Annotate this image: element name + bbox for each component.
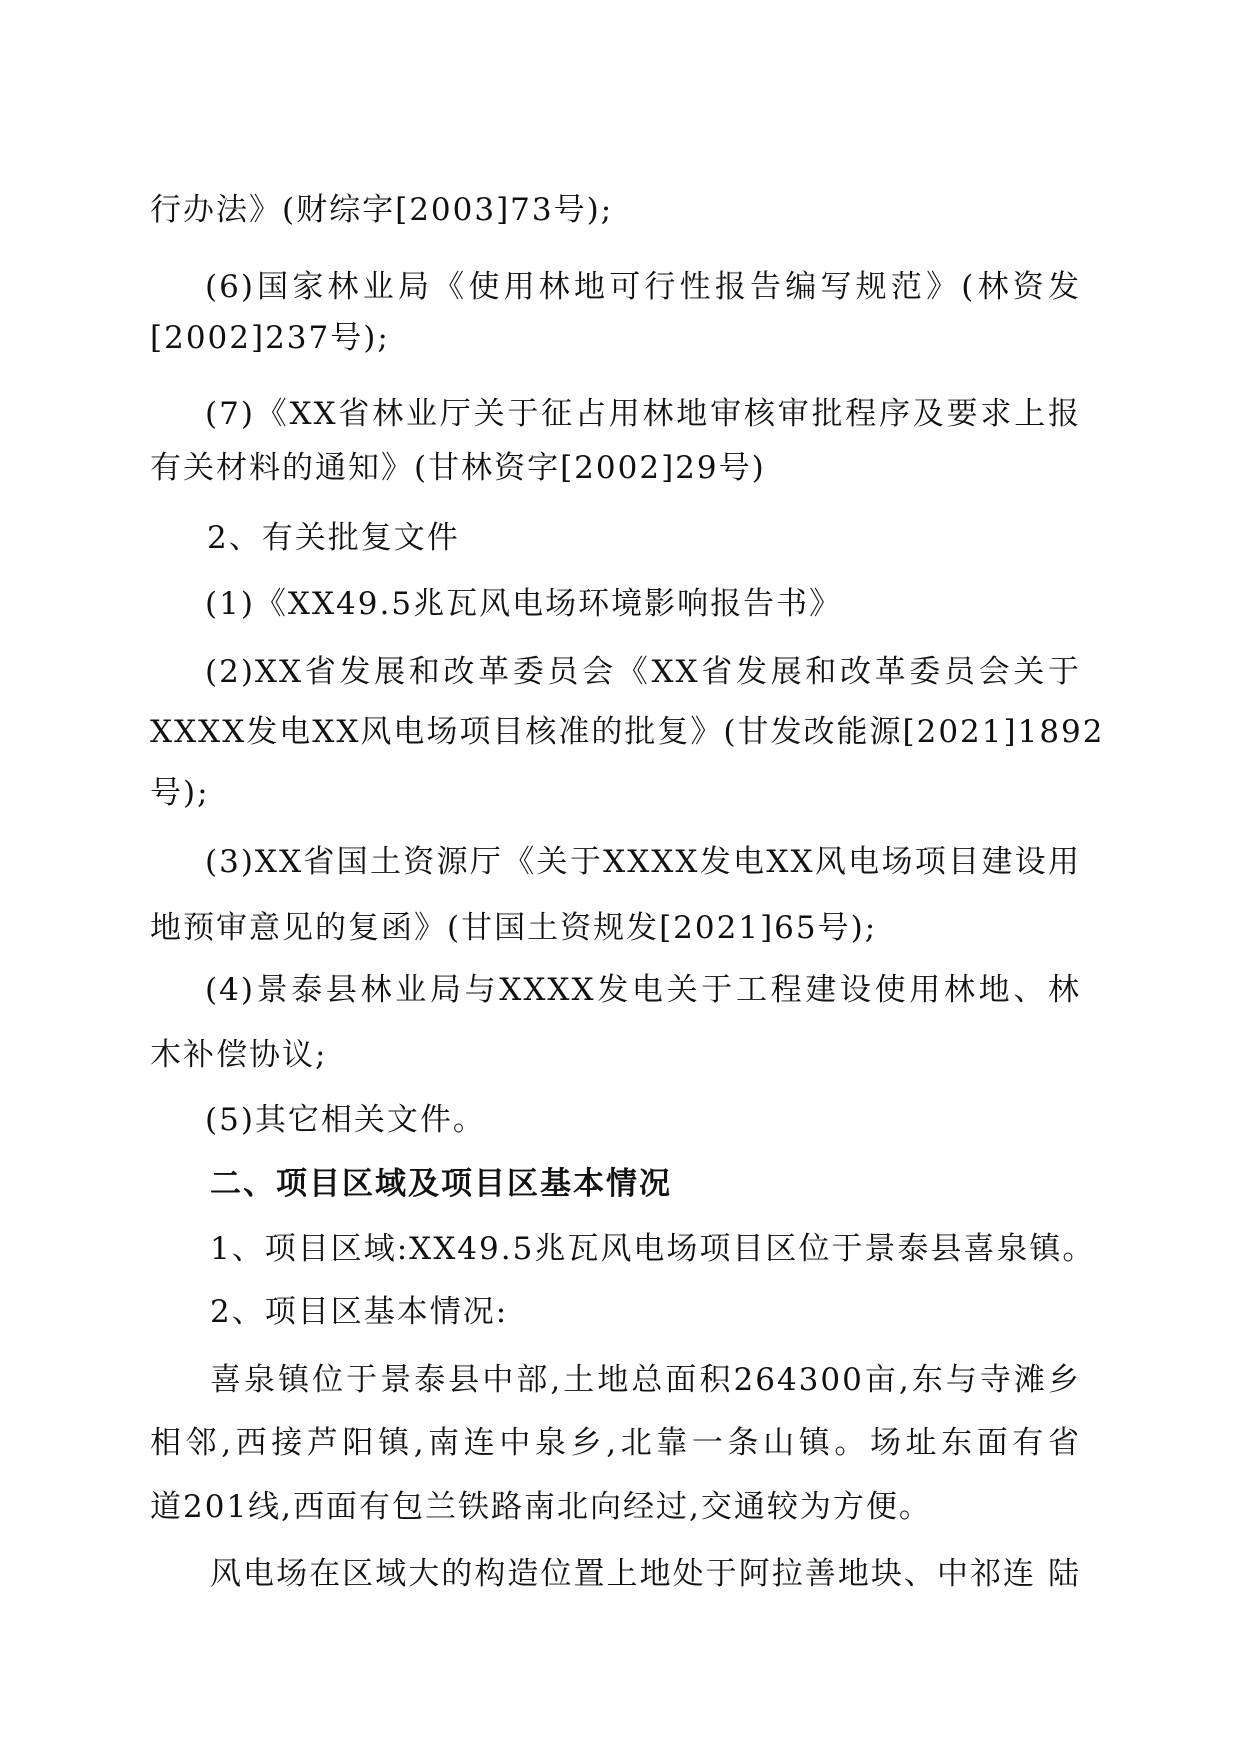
text-line: (7)《XX省林业厅关于征占用林地审核审批程序及要求上报: [205, 396, 1081, 432]
text-line: 号);: [150, 775, 210, 811]
text-line: (2)XX省发展和改革委员会《XX省发展和改革委员会关于: [205, 654, 1081, 690]
text-line: [2002]237号);: [150, 320, 390, 356]
section-subheading: 2、有关批复文件: [207, 520, 460, 556]
text-line: 风电场在区域大的构造位置上地处于阿拉善地块、中祁连 陆: [210, 1556, 1081, 1592]
text-line: 1、项目区域:XX49.5兆瓦风电场项目区位于景泰县喜泉镇。: [210, 1231, 1096, 1267]
text-line: (4)景泰县林业局与XXXX发电关于工程建设使用林地、林: [205, 972, 1081, 1008]
text-line: 地预审意见的复函》(甘国土资规发[2021]65号);: [150, 910, 878, 946]
text-line: (1)《XX49.5兆瓦风电场环境影响报告书》: [205, 586, 843, 622]
text-line: (6)国家林业局《使用林地可行性报告编写规范》(林资发: [205, 269, 1081, 305]
text-line: 喜泉镇位于景泰县中部,土地总面积264300亩,东与寺滩乡: [210, 1362, 1081, 1398]
text-line: 相邻,西接芦阳镇,南连中泉乡,北靠一条山镇。场址东面有省: [150, 1425, 1081, 1461]
text-line: 木补偿协议;: [150, 1037, 328, 1073]
text-line: 有关材料的通知》(甘林资字[2002]29号): [150, 450, 766, 486]
text-line: 2、项目区基本情况:: [210, 1294, 509, 1330]
text-line: 行办法》(财综字[2003]73号);: [150, 192, 614, 228]
text-line: (3)XX省国土资源厅《关于XXXX发电XX风电场项目建设用: [205, 844, 1081, 880]
text-line: (5)其它相关文件。: [205, 1102, 486, 1138]
text-line: XXXX发电XX风电场项目核准的批复》(甘发改能源[2021]1892: [150, 714, 1105, 750]
section-heading: 二、项目区域及项目区基本情况: [210, 1166, 672, 1202]
text-line: 道201线,西面有包兰铁路南北向经过,交通较为方便。: [150, 1489, 932, 1525]
